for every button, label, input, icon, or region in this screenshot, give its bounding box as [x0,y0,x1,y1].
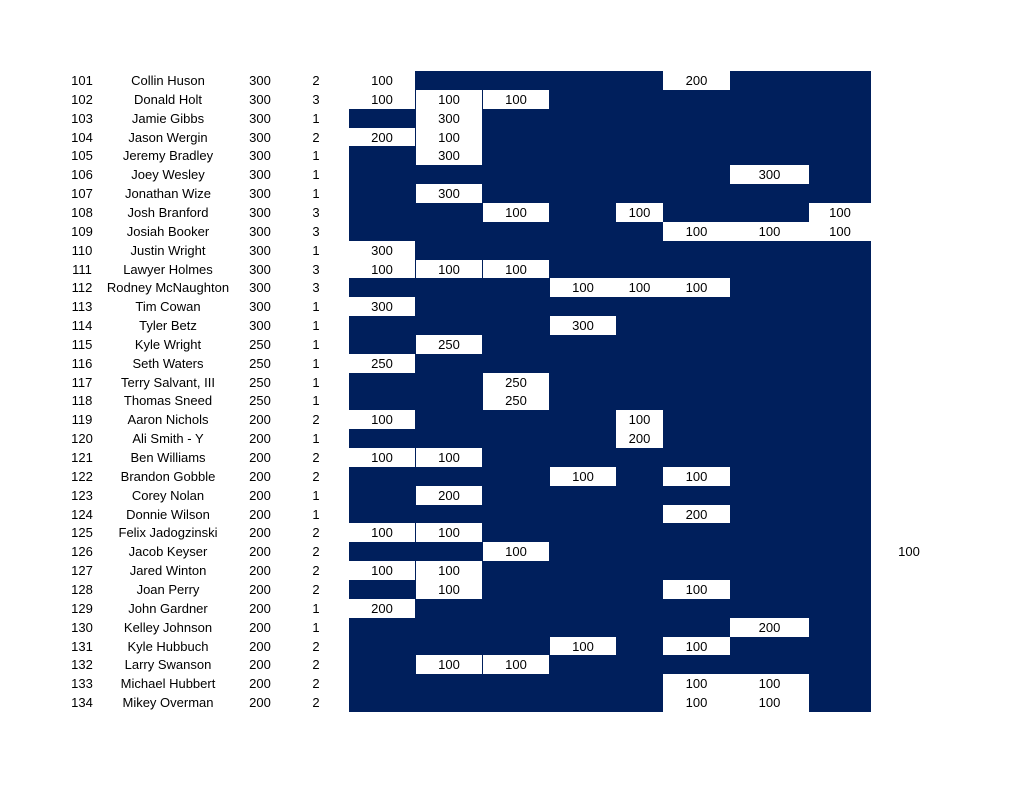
row-number: 111 [72,261,92,277]
value-cell: 100 [730,222,809,241]
row-number: 129 [71,600,93,616]
row-number: 124 [71,506,93,522]
row-fill [349,429,871,448]
value-cell: 100 [349,410,415,429]
extra-value-cell: 100 [898,544,920,560]
player-name: Seth Waters [132,355,204,371]
table-row [0,599,1024,618]
player-name: Kelley Johnson [123,619,213,635]
row-number: 103 [71,110,93,126]
player-name: Felix Jadogzinski [118,525,218,541]
player-name: Donnie Wilson [126,506,210,522]
row-number: 102 [71,91,93,107]
player-name: Collin Huson [131,73,205,88]
table-row [0,391,1024,410]
table-row [0,297,1024,316]
table-row [0,71,1024,90]
total-cell: 300 [249,186,271,202]
total-cell: 200 [249,544,271,560]
count-cell: 2 [312,657,320,673]
value-cell: 100 [663,674,730,693]
player-name: Jared Winton [129,563,207,579]
value-cell: 100 [483,90,549,109]
count-cell: 2 [312,412,320,428]
value-cell: 100 [416,580,482,599]
row-number: 109 [71,223,93,239]
row-number: 131 [71,638,93,654]
table-row [0,467,1024,486]
row-number: 108 [71,204,93,220]
total-cell: 200 [249,695,271,711]
count-cell: 1 [312,299,320,315]
value-cell: 200 [616,429,663,448]
row-number: 118 [71,393,93,409]
table-row [0,655,1024,674]
table-row [0,241,1024,260]
table-row [0,429,1024,448]
table-row [0,335,1024,354]
value-cell: 200 [416,486,482,505]
value-cell: 300 [416,109,482,128]
total-cell: 200 [249,619,271,635]
total-cell: 300 [249,223,271,239]
total-cell: 250 [249,336,271,352]
row-fill [349,297,871,316]
value-cell: 100 [550,278,616,297]
count-cell: 1 [312,619,320,635]
count-cell: 1 [312,242,320,258]
total-cell: 200 [249,676,271,692]
total-cell: 250 [249,374,271,390]
value-cell: 300 [730,165,809,184]
count-cell: 3 [312,91,320,107]
row-number: 113 [71,299,93,315]
value-cell: 100 [550,637,616,656]
player-name: Ali Smith - Y [132,431,204,447]
value-cell: 300 [550,316,616,335]
value-cell: 100 [416,655,482,674]
table-row [0,542,1024,561]
row-number: 115 [71,336,93,352]
total-cell: 200 [249,600,271,616]
total-cell: 300 [249,280,271,296]
table-row [0,146,1024,165]
row-number: 127 [71,563,93,579]
total-cell: 300 [249,299,271,315]
row-number: 121 [71,450,93,465]
total-cell: 300 [249,91,271,107]
player-name: Joey Wesley [131,167,205,183]
count-cell: 2 [312,563,320,579]
table-row [0,109,1024,128]
value-cell: 250 [483,391,549,410]
player-name: Lawyer Holmes [123,261,213,277]
count-cell: 2 [312,581,320,597]
player-name: Josiah Booker [126,223,210,239]
row-number: 110 [71,242,93,258]
value-cell: 100 [829,204,851,220]
total-cell: 250 [249,355,271,371]
count-cell: 1 [312,393,320,409]
total-cell: 300 [249,242,271,258]
row-number: 116 [71,355,93,371]
value-cell: 100 [483,655,549,674]
value-cell: 200 [663,505,730,524]
table-row [0,693,1024,712]
table-row [0,580,1024,599]
count-cell: 1 [312,186,320,202]
total-cell: 250 [249,393,271,409]
row-number: 106 [71,167,93,183]
player-name: John Gardner [128,600,208,616]
player-name: Mikey Overman [122,695,214,711]
row-fill [349,391,871,410]
player-name: Kyle Hubbuch [127,638,209,654]
value-cell: 100 [416,260,482,279]
value-cell: 250 [349,354,415,373]
table-row [0,260,1024,279]
row-number: 120 [71,431,93,447]
row-fill [349,354,871,373]
value-cell: 100 [483,542,549,561]
total-cell: 200 [249,412,271,428]
row-number: 117 [71,374,93,390]
value-cell: 100 [829,223,851,239]
player-name: Thomas Sneed [123,393,213,409]
row-number: 132 [71,657,93,673]
count-cell: 1 [312,167,320,183]
count-cell: 2 [312,450,320,465]
value-cell: 100 [663,467,730,486]
row-fill [349,373,871,392]
total-cell: 300 [249,318,271,334]
value-cell: 100 [663,278,730,297]
total-cell: 300 [249,261,271,277]
count-cell: 2 [312,695,320,711]
count-cell: 2 [312,676,320,692]
player-name: Brandon Gobble [120,468,216,484]
row-number: 130 [71,619,93,635]
row-fill [349,542,871,561]
table-row [0,523,1024,542]
value-cell: 200 [663,71,730,90]
count-cell: 1 [312,487,320,503]
row-number: 128 [71,581,93,597]
value-cell: 300 [349,241,415,260]
value-cell: 100 [663,637,730,656]
value-cell: 200 [730,618,809,637]
total-cell: 200 [249,638,271,654]
value-cell: 100 [550,467,616,486]
value-cell: 100 [663,580,730,599]
player-name: Corey Nolan [131,487,205,503]
value-cell: 300 [416,146,482,165]
player-name: Joan Perry [136,581,200,597]
table-row [0,165,1024,184]
row-number: 114 [71,318,93,334]
player-name: Justin Wright [130,242,206,258]
table-row [0,674,1024,693]
player-name: Jonathan Wize [125,186,211,202]
table-row [0,373,1024,392]
table-row [0,184,1024,203]
player-name: Josh Branford [127,204,209,220]
row-number: 104 [71,129,93,145]
row-number: 134 [71,695,93,711]
row-number: 101 [71,73,93,88]
row-fill [349,241,871,260]
value-cell: 100 [349,260,415,279]
table-row [0,618,1024,637]
count-cell: 1 [312,431,320,447]
value-cell: 100 [416,523,482,542]
total-cell: 300 [249,110,271,126]
total-cell: 300 [249,167,271,183]
row-number: 125 [71,525,93,541]
table-row [0,203,1024,222]
row-number: 107 [71,186,93,202]
player-name: Jeremy Bradley [122,148,214,164]
row-number: 122 [71,468,93,484]
row-fill [349,505,871,524]
value-cell: 100 [616,203,663,222]
player-name: Jacob Keyser [128,544,208,560]
value-cell: 100 [416,448,482,467]
total-cell: 200 [249,468,271,484]
count-cell: 3 [312,261,320,277]
count-cell: 2 [312,525,320,541]
total-cell: 300 [249,204,271,220]
total-cell: 200 [249,525,271,541]
table-row [0,354,1024,373]
value-cell: 100 [663,693,730,712]
value-cell: 100 [416,561,482,580]
value-cell: 200 [349,599,415,618]
total-cell: 300 [249,73,271,88]
total-cell: 200 [249,581,271,597]
row-fill [349,410,871,429]
value-cell: 100 [349,523,415,542]
count-cell: 1 [312,374,320,390]
value-cell: 100 [616,278,663,297]
table-row [0,90,1024,109]
count-cell: 3 [312,280,320,296]
table-row [0,128,1024,147]
row-fill [349,599,871,618]
count-cell: 3 [312,223,320,239]
player-name: Tim Cowan [135,299,201,315]
row-number: 112 [71,280,93,296]
value-cell: 100 [616,410,663,429]
value-cell: 100 [483,260,549,279]
row-number: 123 [71,487,93,503]
table-row [0,486,1024,505]
value-cell: 300 [349,297,415,316]
count-cell: 1 [312,110,320,126]
count-cell: 1 [312,336,320,352]
value-cell: 100 [663,222,730,241]
count-cell: 1 [312,355,320,371]
total-cell: 300 [249,129,271,145]
value-cell: 250 [483,373,549,392]
table-row [0,505,1024,524]
table-row [0,561,1024,580]
value-cell: 100 [349,448,415,467]
player-name: Terry Salvant, III [121,374,215,390]
row-fill [349,203,809,222]
row-number: 119 [71,412,93,428]
value-cell: 100 [730,693,809,712]
value-cell: 100 [349,561,415,580]
player-name: Jason Wergin [128,129,208,145]
count-cell: 1 [312,318,320,334]
player-name: Ben Williams [130,450,206,465]
count-cell: 2 [312,129,320,145]
value-cell: 100 [483,203,549,222]
total-cell: 200 [249,431,271,447]
player-name: Rodney McNaughton [106,280,230,296]
total-cell: 200 [249,657,271,673]
table-row [0,637,1024,656]
player-name: Jamie Gibbs [131,110,205,126]
value-cell: 100 [349,90,415,109]
value-cell: 100 [416,128,482,147]
total-cell: 200 [249,487,271,503]
count-cell: 1 [312,148,320,164]
player-name: Donald Holt [134,91,202,107]
value-cell: 300 [416,184,482,203]
count-cell: 2 [312,468,320,484]
player-name: Tyler Betz [139,318,197,334]
row-number: 105 [71,148,93,164]
table-row [0,222,1024,241]
count-cell: 1 [312,506,320,522]
value-cell: 100 [416,90,482,109]
table-row [0,316,1024,335]
value-cell: 100 [730,674,809,693]
count-cell: 2 [312,544,320,560]
player-name: Larry Swanson [124,657,212,673]
total-cell: 200 [249,506,271,522]
count-cell: 3 [312,204,320,220]
value-cell: 200 [349,128,415,147]
table-row [0,448,1024,467]
row-number: 126 [71,544,93,560]
row-fill [349,71,871,90]
value-cell: 100 [349,71,415,90]
value-cell: 250 [416,335,482,354]
row-number: 133 [71,676,93,692]
count-cell: 2 [312,638,320,654]
player-name: Kyle Wright [134,336,202,352]
total-cell: 200 [249,450,271,465]
count-cell: 1 [312,600,320,616]
player-name: Michael Hubbert [120,676,216,692]
count-cell: 2 [312,73,320,88]
player-name: Aaron Nichols [127,412,209,428]
table-row [0,278,1024,297]
table-row [0,410,1024,429]
total-cell: 200 [249,563,271,579]
total-cell: 300 [249,148,271,164]
